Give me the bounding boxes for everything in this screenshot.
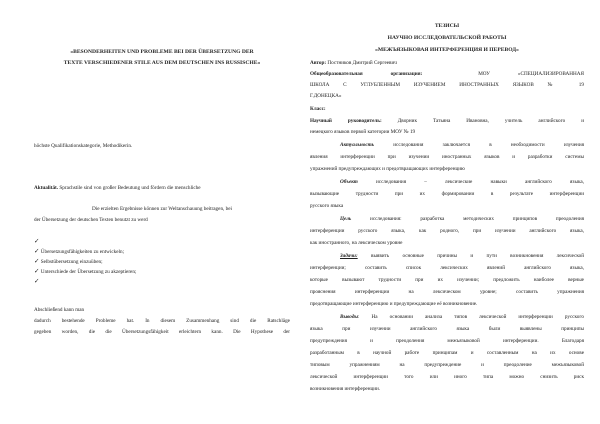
object-label: Объект xyxy=(340,179,358,185)
aktualitat-paragraph-line-1 xyxy=(34,185,201,191)
organization-line-3: Г.ДОНЕЦКА» xyxy=(310,93,342,99)
checkmark-icon: ✓ xyxy=(34,258,40,265)
aktualitat-text-2: Die erzielten Ergebnisse können zur Weltanschauung beitragen, bei xyxy=(92,206,232,212)
object-line-2: вызывающие трудности при их формировании в результате интерференции xyxy=(310,191,584,197)
author-label: Автор: xyxy=(310,60,327,66)
relevance-line-2: явления интерференции при изучении иностранных языков и разработки системы xyxy=(310,154,584,160)
aktualitat-text-3: der Übersetzung der deutschen Texten benutzt zu werd xyxy=(34,217,148,223)
conclusion-line-2: dadurch bestehende Probleme hat. In diesem Zusammenhang sind die Ratschläge xyxy=(34,318,290,324)
object-line-1: Объект исследования – лексические навыки английского языка, xyxy=(340,179,584,185)
qualification-text: höchste Qualifikationskategorie, Methodikerin. xyxy=(34,143,133,149)
russian-heading-2: НАУЧНО ИССЛЕДОВАТЕЛЬСКОЙ РАБОТЫ xyxy=(387,35,507,41)
checkmark-icon: ✓ xyxy=(34,278,40,285)
conclusions-line-1: Выводы: На основании анализа типов лексической интерференции русского xyxy=(340,314,584,320)
checklist-item xyxy=(34,237,39,245)
checklist-item: ✓ Unterschiede der Übersetzung zu akzeptieren; xyxy=(34,268,137,275)
organization-line-2: ШКОЛА С УГЛУБЛЕННЫМ ИЗУЧЕНИЕМ ИНОСТРАННЫХ ЯЗЫКОВ № 19 xyxy=(310,82,584,88)
conclusions-line-5: типовым упражнениям на предупреждение и преодоление межъязыковой xyxy=(310,362,584,368)
supervisor-line-2: немецкого языков первой категории МОУ № 19 xyxy=(310,129,416,135)
goal-line-2: интерференции русского языка, как родного, при изучении английского языка, xyxy=(310,228,584,234)
tasks-line-2: интерференции; составить список лексических явлений английского языка, xyxy=(310,265,584,271)
supervisor-label: Научный руководитель: xyxy=(310,118,382,124)
tasks-line-1: Задачи: выявить основные причины и пути возникновения лексической xyxy=(340,253,584,259)
author-value: Постников Дмитрий Сергеевич xyxy=(326,60,397,66)
supervisor-value-1: Дворник Татьяна Ивановна, учитель английского и xyxy=(381,118,584,124)
russian-heading-1: ТЕЗИСЫ xyxy=(434,23,460,29)
organization-label: Общеобразовательная организация: xyxy=(310,71,423,77)
checkmark-icon: ✓ xyxy=(34,248,40,255)
checklist-item: ✓ Übersetzungsfähigkeiten zu entwickeln; xyxy=(34,248,125,255)
relevance-line-3: упражнений предупреждающих и предотвращающих интерференцию xyxy=(310,166,465,172)
conclusions-line-2: языка при изучении английского языка были выявлены принципы xyxy=(310,326,584,332)
organization-line-1 xyxy=(310,71,584,77)
conclusions-line-6: лексической интерференции того или иного типа можно снизить риск xyxy=(310,374,584,380)
class-label: Класс: xyxy=(310,106,326,112)
tasks-line-5: предотвращающие интерференцию и предупреждающие её возникновение. xyxy=(310,301,478,307)
tasks-line-4: прояснения интерференции на лексическом уровне; составить упражнения xyxy=(310,289,584,295)
goal-line-1: Цель исследования: разработка методических принципов преодоления xyxy=(340,216,584,222)
aktualitat-text-1: Sprachstile sind von großer Bedeutung und fördern die menschliche xyxy=(58,185,201,191)
goal-line-3: как иностранного, на лексическом уровне xyxy=(310,240,403,246)
goal-label: Цель xyxy=(340,216,352,222)
german-title-line-1: «BESONDERHEITEN UND PROBLEME BEI DER ÜBERSETZUNG DER xyxy=(70,49,254,55)
conclusion-line-3: gegeben worden, die die Übersetzungsfähigkeit erleichtern kann. Die Hypothese der xyxy=(34,329,290,335)
tasks-line-3: которые вызывают трудности при их изучении; предложить наиболее верные xyxy=(310,277,584,283)
checkmark-icon: ✓ xyxy=(34,268,40,275)
relevance-line-1: Актуальность исследования заключается в необходимости изучения xyxy=(340,142,584,148)
aktualitat-label: Aktualität. xyxy=(34,185,59,191)
checkmark-icon: ✓ xyxy=(34,238,40,245)
organization-value-1: МОУ «СПЕЦИАЛИЗИРОВАННАЯ xyxy=(478,71,584,77)
relevance-label: Актуальность xyxy=(340,142,375,148)
checklist-item: ✓ Selbstübersetzung einzuüben; xyxy=(34,258,103,265)
tasks-label: Задачи: xyxy=(340,253,358,259)
conclusions-line-3: предупреждения и преодоления межъязыковой интерференции. Благодаря xyxy=(310,338,584,344)
conclusions-label: Выводы xyxy=(340,314,359,320)
russian-heading-3: «МЕЖЪЯЗЫКОВАЯ ИНТЕРФЕРЕНЦИЯ И ПЕРЕВОД» xyxy=(375,47,519,53)
checklist-item xyxy=(34,277,39,285)
author-line xyxy=(310,60,397,66)
german-title-line-2: TEXTE VERSCHIEDENER STILE AUS DEM DEUTSCHEN INS RUSSISCHE» xyxy=(63,60,261,66)
conclusions-line-4: разработанным в научной работе принципам и составленным на их основе xyxy=(310,350,584,356)
conclusions-line-7: возникновения интерференции. xyxy=(310,386,381,392)
supervisor-line-1 xyxy=(310,118,584,124)
conclusion-line-1: Abschließend kann man xyxy=(34,307,85,313)
object-line-3: русского языка xyxy=(310,203,344,209)
